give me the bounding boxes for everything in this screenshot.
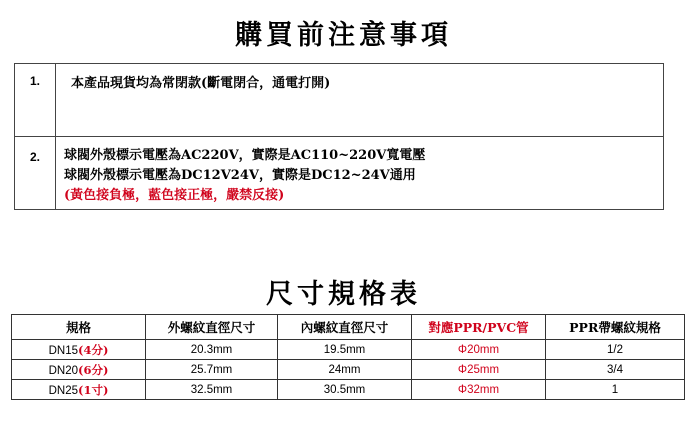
size-table [11, 314, 685, 400]
notice-item-1-number: 1. [29, 74, 40, 88]
notice-item-2-line-1: 球閥外殼標示電壓為AC220V，實際是AC110~220V寬電壓 [64, 148, 426, 163]
pipe-cell: Φ25mm [412, 360, 546, 380]
table-row [12, 340, 685, 360]
spec-note: (4分) [78, 342, 109, 357]
spec-note: (6分) [78, 362, 109, 377]
header-inner-diameter: 內螺紋直徑尺寸 [278, 315, 412, 340]
notice-item-2-line-2: 球閥外殼標示電壓為DC12V24V，實際是DC12~24V通用 [64, 168, 416, 183]
spec-cell [12, 340, 146, 360]
pipe-cell: Φ32mm [412, 380, 546, 400]
header-outer-diameter: 外螺紋直徑尺寸 [146, 315, 278, 340]
header-pipe: 對應PPR/PVC管 [412, 315, 546, 340]
table-row [12, 360, 685, 380]
outer-diameter-cell: 20.3mm [146, 340, 278, 360]
spec-cell [12, 380, 146, 400]
notice-item-2-warning: (黃色接負極，藍色接正極，嚴禁反接) [64, 188, 285, 203]
spec-value: DN25 [48, 384, 78, 397]
notice-title: 購買前注意事項 [235, 20, 452, 51]
thread-cell: 3/4 [546, 360, 685, 380]
outer-diameter-cell: 32.5mm [146, 380, 278, 400]
thread-cell: 1 [546, 380, 685, 400]
outer-diameter-cell: 25.7mm [146, 360, 278, 380]
size-table-title: 尺寸規格表 [266, 279, 421, 310]
inner-diameter-cell: 30.5mm [278, 380, 412, 400]
table-row [12, 380, 685, 400]
spec-cell [12, 360, 146, 380]
pipe-cell: Φ20mm [412, 340, 546, 360]
notice-item-1-text: 本產品現貨均為常閉款(斷電閉合，通電打開) [71, 76, 331, 91]
thread-cell: 1/2 [546, 340, 685, 360]
spec-value: DN15 [48, 344, 78, 357]
spec-note: (1寸) [78, 382, 109, 397]
inner-diameter-cell: 19.5mm [278, 340, 412, 360]
size-table-header-row [12, 315, 685, 340]
spec-value: DN20 [48, 364, 78, 377]
notice-column-divider [55, 64, 56, 209]
header-spec: 規格 [12, 315, 146, 340]
inner-diameter-cell: 24mm [278, 360, 412, 380]
header-thread-spec: PPR帶螺紋規格 [546, 315, 685, 340]
notice-item-2-number: 2. [29, 150, 40, 164]
notice-table [14, 63, 664, 210]
notice-row-divider [15, 136, 663, 137]
